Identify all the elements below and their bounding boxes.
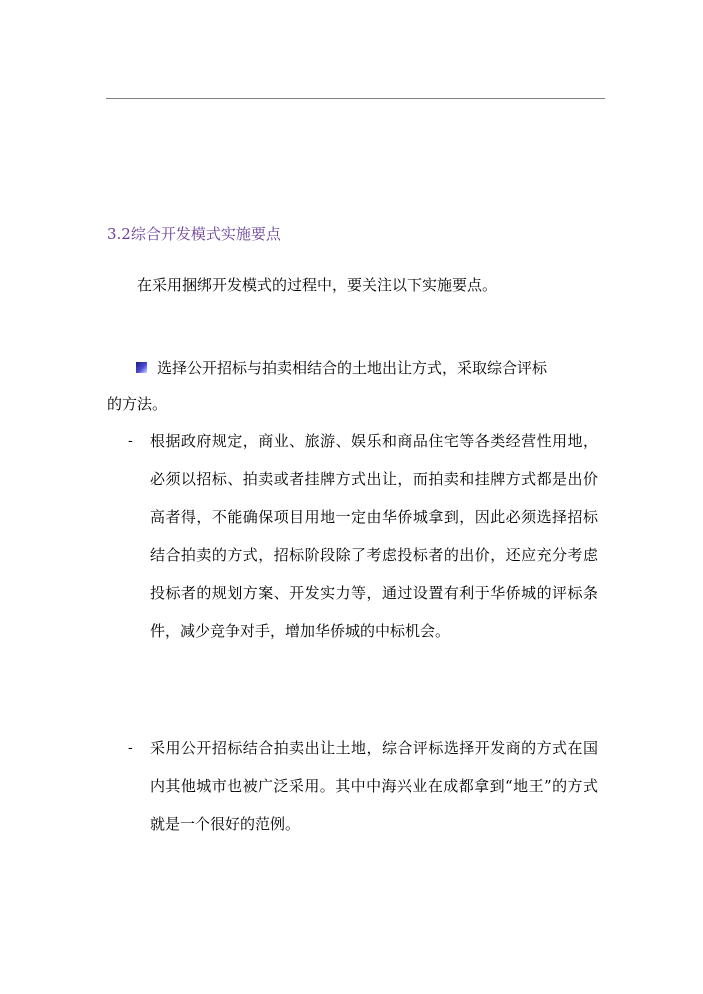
- bullet-line-1: [107, 350, 602, 386]
- dash-marker: -: [128, 740, 133, 756]
- sub-item-text: 根据政府规定，商业、旅游、娱乐和商品住宅等各类经营性用地，必须以招标、拍卖或者挂牌方式出让，而拍卖和挂牌方式都是出价高者得，不能确保项目用地一定由华侨城拿到，因此必须选择招标结合拍卖的方式，招标阶段除了考虑投标者的出价，还应充分考虑投标者的规划方案、开发实力等，通过设置有利于华侨城的评标条件，减少竞争对手，增加华侨城的中标机会。: [150, 432, 598, 640]
- bullet-text-line-2: 的方法。: [107, 395, 168, 413]
- bullet-text-line-1: 选择公开招标与拍卖相结合的土地出让方式，采取综合评标: [157, 359, 548, 377]
- section-heading: 3.2综合开发模式实施要点: [107, 225, 281, 243]
- sub-item-list-item: [128, 422, 598, 692]
- square-bullet-icon: [136, 362, 147, 373]
- intro-paragraph: 在采用捆绑开发模式的过程中，要关注以下实施要点。: [137, 276, 498, 294]
- sub-item-list-item: [128, 729, 598, 845]
- sub-item-text: 采用公开招标结合拍卖出让土地，综合评标选择开发商的方式在国内其他城市也被广泛采用。其中中海兴业在成都拿到“地王”的方式就是一个很好的范例。: [150, 739, 598, 833]
- bullet-item: [107, 350, 602, 422]
- dash-marker: -: [128, 433, 133, 449]
- header-rule: [106, 98, 605, 99]
